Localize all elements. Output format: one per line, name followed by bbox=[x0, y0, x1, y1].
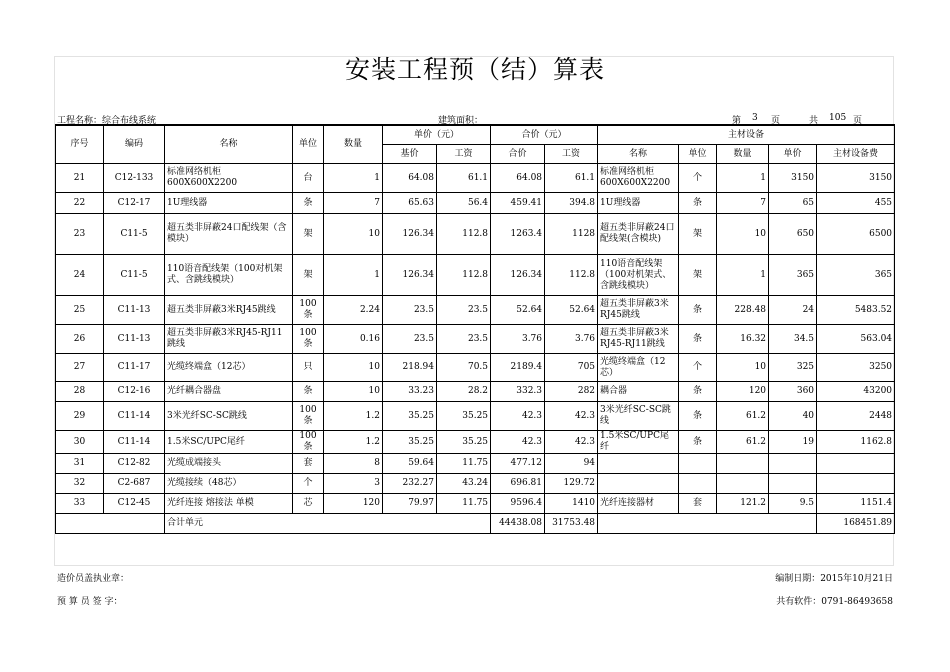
cell-code: C12-82 bbox=[104, 454, 165, 474]
cell-mqty: 121.2 bbox=[717, 494, 769, 514]
cell-comb: 64.08 bbox=[491, 164, 545, 193]
cell-name: 光缆成端接头 bbox=[165, 454, 293, 474]
cell-wage: 11.75 bbox=[437, 454, 491, 474]
cell-munit: 条 bbox=[679, 193, 717, 214]
cell-base: 23.5 bbox=[383, 325, 437, 354]
cell-code: C2-687 bbox=[104, 474, 165, 494]
header-m-fee: 主材设备费 bbox=[817, 145, 895, 164]
cell-mprice: 19 bbox=[769, 431, 817, 454]
cell-seq: 28 bbox=[56, 382, 104, 402]
cell-mfee: 365 bbox=[817, 255, 895, 296]
cell-mqty: 228.48 bbox=[717, 296, 769, 325]
prepared-date: 编制日期：2015年10月21日 bbox=[775, 574, 893, 584]
cell-wage2: 42.3 bbox=[545, 431, 598, 454]
cell-name: 超五类非屏蔽24口配线架（含模块） bbox=[165, 214, 293, 255]
cell-mprice: 34.5 bbox=[769, 325, 817, 354]
cell-mqty: 16.32 bbox=[717, 325, 769, 354]
cell-unit: 套 bbox=[293, 454, 324, 474]
cell-base: 59.64 bbox=[383, 454, 437, 474]
cell-wage2: 94 bbox=[545, 454, 598, 474]
cell-wage2: 129.72 bbox=[545, 474, 598, 494]
total-unit: 页 bbox=[853, 116, 863, 126]
table-row bbox=[56, 402, 895, 431]
cell-wage: 35.25 bbox=[437, 402, 491, 431]
cell-munit: 架 bbox=[679, 255, 717, 296]
cell-munit: 条 bbox=[679, 402, 717, 431]
header-base-price: 基价 bbox=[383, 145, 437, 164]
cell-base: 35.25 bbox=[383, 431, 437, 454]
table-row bbox=[56, 354, 895, 382]
cell-unit: 架 bbox=[293, 255, 324, 296]
cell-mname: 耦合器 bbox=[598, 382, 679, 402]
cell-mname: 1.5米SC/UPC尾纤 bbox=[598, 431, 679, 454]
page-number: 3 bbox=[752, 113, 758, 123]
cell-mname: 超五类非屏蔽24口配线架(含模块) bbox=[598, 214, 679, 255]
cell-base: 65.63 bbox=[383, 193, 437, 214]
cell-munit: 条 bbox=[679, 431, 717, 454]
cell-qty: 2.24 bbox=[324, 296, 383, 325]
cell-mqty: 1 bbox=[717, 255, 769, 296]
cell-wage2: 112.8 bbox=[545, 255, 598, 296]
cell-wage: 112.8 bbox=[437, 214, 491, 255]
cell-seq: 21 bbox=[56, 164, 104, 193]
header-unit-price: 单价（元） bbox=[383, 125, 491, 145]
cell-name: 1U理线器 bbox=[165, 193, 293, 214]
project-name: 工程名称：综合布线系统 bbox=[57, 116, 157, 126]
cell-wage: 23.5 bbox=[437, 296, 491, 325]
total-wage: 31753.48 bbox=[545, 514, 598, 534]
cell-mqty: 120 bbox=[717, 382, 769, 402]
cell-mprice: 650 bbox=[769, 214, 817, 255]
header-m-name: 名称 bbox=[598, 145, 679, 164]
cell-qty: 1 bbox=[324, 164, 383, 193]
cell-base: 126.34 bbox=[383, 214, 437, 255]
cell-munit: 个 bbox=[679, 354, 717, 382]
page-label: 第 bbox=[732, 116, 742, 126]
header-m-price: 单价 bbox=[769, 145, 817, 164]
cell-base: 232.27 bbox=[383, 474, 437, 494]
cell-wage: 23.5 bbox=[437, 325, 491, 354]
cell-mfee: 455 bbox=[817, 193, 895, 214]
table-row bbox=[56, 325, 895, 354]
cell-mname: 110语音配线架（100对机架式、含跳线模块） bbox=[598, 255, 679, 296]
cell-mfee: 5483.52 bbox=[817, 296, 895, 325]
cell-comb: 2189.4 bbox=[491, 354, 545, 382]
cell-wage: 35.25 bbox=[437, 431, 491, 454]
cell-mprice: 325 bbox=[769, 354, 817, 382]
header-wage: 工资 bbox=[437, 145, 491, 164]
cell-seq: 32 bbox=[56, 474, 104, 494]
cost-engineer-seal: 造价员盖执业章： bbox=[57, 574, 130, 584]
cell-comb: 332.3 bbox=[491, 382, 545, 402]
cell-mfee: 3250 bbox=[817, 354, 895, 382]
header-unit: 单位 bbox=[293, 125, 324, 164]
cell-mqty: 61.2 bbox=[717, 431, 769, 454]
cell-name: 标准网络机柜 600X600X2200 bbox=[165, 164, 293, 193]
cell-name: 3米光纤SC-SC跳线 bbox=[165, 402, 293, 431]
total-label: 合计单元 bbox=[165, 514, 491, 534]
total-main-fee: 168451.89 bbox=[817, 514, 895, 534]
cell-mprice bbox=[769, 454, 817, 474]
header-m-qty: 数量 bbox=[717, 145, 769, 164]
cell-wage: 28.2 bbox=[437, 382, 491, 402]
cell-qty: 0.16 bbox=[324, 325, 383, 354]
cell-mfee: 1162.8 bbox=[817, 431, 895, 454]
cell-unit: 只 bbox=[293, 354, 324, 382]
cell-name: 光纤耦合器盘 bbox=[165, 382, 293, 402]
total-combined: 44438.08 bbox=[491, 514, 545, 534]
cell-code: C11-17 bbox=[104, 354, 165, 382]
cell-mprice bbox=[769, 474, 817, 494]
cell-comb: 1263.4 bbox=[491, 214, 545, 255]
cell-code: C11-13 bbox=[104, 325, 165, 354]
cell-comb: 9596.4 bbox=[491, 494, 545, 514]
cell-mfee: 1151.4 bbox=[817, 494, 895, 514]
cell-unit: 条 bbox=[293, 382, 324, 402]
cell-munit: 套 bbox=[679, 494, 717, 514]
cell-code: C12-45 bbox=[104, 494, 165, 514]
cell-name: 110语音配线架（100对机架式、含跳线模块） bbox=[165, 255, 293, 296]
cell-comb: 696.81 bbox=[491, 474, 545, 494]
table-row bbox=[56, 214, 895, 255]
cell-base: 33.23 bbox=[383, 382, 437, 402]
header-qty: 数量 bbox=[324, 125, 383, 164]
cell-unit: 100条 bbox=[293, 325, 324, 354]
cell-unit: 芯 bbox=[293, 494, 324, 514]
table-row bbox=[56, 382, 895, 402]
cell-qty: 10 bbox=[324, 354, 383, 382]
cell-mqty: 1 bbox=[717, 164, 769, 193]
cell-mprice: 40 bbox=[769, 402, 817, 431]
cell-code: C11-13 bbox=[104, 296, 165, 325]
cell-comb: 3.76 bbox=[491, 325, 545, 354]
cell-mqty: 10 bbox=[717, 354, 769, 382]
cell-mname: 1U理线器 bbox=[598, 193, 679, 214]
cell-mfee: 3150 bbox=[817, 164, 895, 193]
cell-name: 超五类非屏蔽3米RJ45跳线 bbox=[165, 296, 293, 325]
table-row bbox=[56, 494, 895, 514]
header-code: 编码 bbox=[104, 125, 165, 164]
cell-code: C11-5 bbox=[104, 255, 165, 296]
cell-wage2: 1128 bbox=[545, 214, 598, 255]
cell-munit: 个 bbox=[679, 164, 717, 193]
cell-qty: 7 bbox=[324, 193, 383, 214]
cell-wage2: 394.8 bbox=[545, 193, 598, 214]
cell-code: C12-17 bbox=[104, 193, 165, 214]
cell-unit: 100条 bbox=[293, 296, 324, 325]
cell-mprice: 9.5 bbox=[769, 494, 817, 514]
cell-mname bbox=[598, 474, 679, 494]
table-row bbox=[56, 296, 895, 325]
cell-qty: 10 bbox=[324, 382, 383, 402]
cell-mname: 标准网络机柜 600X600X2200 bbox=[598, 164, 679, 193]
cell-wage: 11.75 bbox=[437, 494, 491, 514]
cell-name: 1.5米SC/UPC尾纤 bbox=[165, 431, 293, 454]
cell-mqty: 10 bbox=[717, 214, 769, 255]
cell-base: 64.08 bbox=[383, 164, 437, 193]
table-row bbox=[56, 255, 895, 296]
cell-mfee: 43200 bbox=[817, 382, 895, 402]
cell-munit: 条 bbox=[679, 296, 717, 325]
page-unit: 页 bbox=[771, 116, 781, 126]
cell-wage: 61.1 bbox=[437, 164, 491, 193]
total-row bbox=[56, 514, 895, 534]
cell-qty: 1.2 bbox=[324, 402, 383, 431]
cell-name: 光缆接续（48芯） bbox=[165, 474, 293, 494]
cell-mname: 3米光纤SC-SC跳线 bbox=[598, 402, 679, 431]
header-main-equipment: 主材设备 bbox=[598, 125, 895, 145]
cell-munit: 条 bbox=[679, 382, 717, 402]
cell-mqty bbox=[717, 454, 769, 474]
cell-base: 35.25 bbox=[383, 402, 437, 431]
cell-qty: 3 bbox=[324, 474, 383, 494]
cell-munit bbox=[679, 454, 717, 474]
cell-qty: 8 bbox=[324, 454, 383, 474]
cell-mqty: 61.2 bbox=[717, 402, 769, 431]
cell-mname: 超五类非屏蔽3米RJ45-RJ11跳线 bbox=[598, 325, 679, 354]
cell-wage: 70.5 bbox=[437, 354, 491, 382]
page-title: 安装工程预（结）算表 bbox=[344, 55, 605, 84]
cell-munit: 条 bbox=[679, 325, 717, 354]
cell-comb: 126.34 bbox=[491, 255, 545, 296]
building-area: 建筑面积： bbox=[438, 116, 484, 126]
cell-wage: 112.8 bbox=[437, 255, 491, 296]
cell-wage: 43.24 bbox=[437, 474, 491, 494]
table-row bbox=[56, 474, 895, 494]
cell-comb: 42.3 bbox=[491, 431, 545, 454]
cell-wage2: 282 bbox=[545, 382, 598, 402]
cell-seq: 23 bbox=[56, 214, 104, 255]
cell-mname: 光纤连接器材 bbox=[598, 494, 679, 514]
header-combined: 合价 bbox=[491, 145, 545, 164]
cell-unit: 台 bbox=[293, 164, 324, 193]
table-row bbox=[56, 431, 895, 454]
cell-base: 23.5 bbox=[383, 296, 437, 325]
cell-mqty bbox=[717, 474, 769, 494]
total-empty-cell bbox=[598, 514, 817, 534]
cell-unit: 100条 bbox=[293, 402, 324, 431]
cell-mname: 光缆终端盒（12芯） bbox=[598, 354, 679, 382]
cell-seq: 33 bbox=[56, 494, 104, 514]
cell-mprice: 24 bbox=[769, 296, 817, 325]
software-phone: 共有软件：0791-86493658 bbox=[776, 597, 893, 607]
cell-seq: 22 bbox=[56, 193, 104, 214]
cell-name: 光缆终端盒（12芯） bbox=[165, 354, 293, 382]
cell-mfee: 563.04 bbox=[817, 325, 895, 354]
cell-seq: 29 bbox=[56, 402, 104, 431]
cell-mfee: 6500 bbox=[817, 214, 895, 255]
cell-mname: 超五类非屏蔽3米RJ45跳线 bbox=[598, 296, 679, 325]
cell-qty: 1.2 bbox=[324, 431, 383, 454]
cell-wage2: 42.3 bbox=[545, 402, 598, 431]
cell-mfee bbox=[817, 454, 895, 474]
cell-code: C12-133 bbox=[104, 164, 165, 193]
cell-unit: 个 bbox=[293, 474, 324, 494]
cell-wage: 56.4 bbox=[437, 193, 491, 214]
header-combined-price: 合价（元） bbox=[491, 125, 598, 145]
cell-name: 超五类非屏蔽3米RJ45-RJ11跳线 bbox=[165, 325, 293, 354]
cell-unit: 架 bbox=[293, 214, 324, 255]
cell-seq: 30 bbox=[56, 431, 104, 454]
budgeter-signature: 预 算 员 签 字： bbox=[57, 597, 123, 607]
total-label: 共 bbox=[809, 116, 819, 126]
cell-comb: 477.12 bbox=[491, 454, 545, 474]
cell-wage2: 705 bbox=[545, 354, 598, 382]
cell-wage2: 1410 bbox=[545, 494, 598, 514]
cell-mqty: 7 bbox=[717, 193, 769, 214]
table-row bbox=[56, 164, 895, 193]
cell-munit bbox=[679, 474, 717, 494]
cell-mprice: 360 bbox=[769, 382, 817, 402]
cell-comb: 459.41 bbox=[491, 193, 545, 214]
cell-wage2: 3.76 bbox=[545, 325, 598, 354]
cell-base: 218.94 bbox=[383, 354, 437, 382]
cell-mname bbox=[598, 454, 679, 474]
cell-mprice: 365 bbox=[769, 255, 817, 296]
total-empty-cell bbox=[56, 514, 165, 534]
cell-munit: 架 bbox=[679, 214, 717, 255]
cell-mprice: 3150 bbox=[769, 164, 817, 193]
cell-seq: 31 bbox=[56, 454, 104, 474]
cell-qty: 10 bbox=[324, 214, 383, 255]
cell-seq: 27 bbox=[56, 354, 104, 382]
cell-qty: 1 bbox=[324, 255, 383, 296]
cell-unit: 100条 bbox=[293, 431, 324, 454]
cell-qty: 120 bbox=[324, 494, 383, 514]
header-wage2: 工资 bbox=[545, 145, 598, 164]
cell-comb: 52.64 bbox=[491, 296, 545, 325]
cell-code: C11-5 bbox=[104, 214, 165, 255]
header-m-unit: 单位 bbox=[679, 145, 717, 164]
cell-wage2: 52.64 bbox=[545, 296, 598, 325]
table-row bbox=[56, 454, 895, 474]
cell-wage2: 61.1 bbox=[545, 164, 598, 193]
cell-seq: 24 bbox=[56, 255, 104, 296]
table-row bbox=[56, 193, 895, 214]
header-seq: 序号 bbox=[56, 125, 104, 164]
cell-seq: 26 bbox=[56, 325, 104, 354]
header-name: 名称 bbox=[165, 125, 293, 164]
cell-unit: 条 bbox=[293, 193, 324, 214]
cell-seq: 25 bbox=[56, 296, 104, 325]
cell-code: C11-14 bbox=[104, 402, 165, 431]
cell-comb: 42.3 bbox=[491, 402, 545, 431]
cell-mprice: 65 bbox=[769, 193, 817, 214]
cell-mfee: 2448 bbox=[817, 402, 895, 431]
total-pages: 105 bbox=[829, 113, 847, 123]
cell-mfee bbox=[817, 474, 895, 494]
header-row-1 bbox=[56, 125, 895, 145]
cell-name: 光纤连接 熔接法 单模 bbox=[165, 494, 293, 514]
estimate-table bbox=[55, 124, 895, 534]
cell-code: C12-16 bbox=[104, 382, 165, 402]
cell-base: 126.34 bbox=[383, 255, 437, 296]
cell-code: C11-14 bbox=[104, 431, 165, 454]
cell-base: 79.97 bbox=[383, 494, 437, 514]
